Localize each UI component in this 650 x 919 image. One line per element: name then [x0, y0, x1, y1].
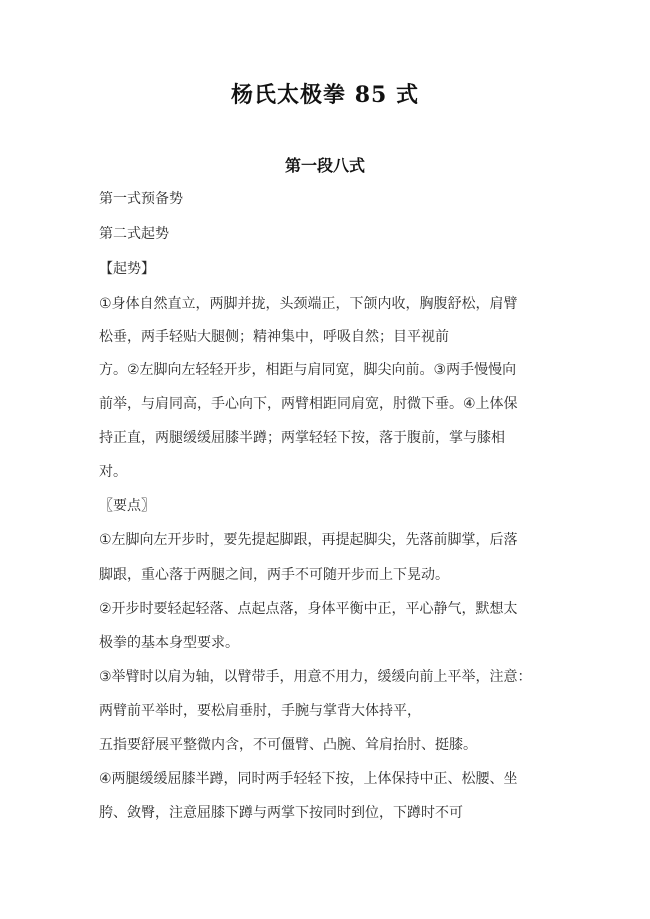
text-line: 持正直，两腿缓缓屈膝半蹲；两掌轻轻下按，落于腹前，掌与膝相	[99, 430, 505, 446]
text-line: 胯、敛臀，注意屈膝下蹲与两掌下按同时到位，下蹲时不可	[99, 805, 463, 821]
text-line: ④两腿缓缓屈膝半蹲，同时两手轻轻下按，上体保持中正、松腰、坐	[99, 771, 518, 787]
text-line: ②开步时要轻起轻落、点起点落，身体平衡中正，平心静气，默想太	[99, 601, 518, 617]
text-line: 方。②左脚向左轻轻开步，相距与肩同宽，脚尖向前。③两手慢慢向	[99, 362, 517, 378]
subheading: 【起势】	[99, 261, 155, 277]
text-line: 两臂前平举时，要松肩垂肘，手腕与掌背大体持平，	[99, 703, 421, 719]
text-line: 对。	[99, 464, 127, 480]
text-line: 脚跟，重心落于两腿之间，两手不可随开步而上下晃动。	[99, 567, 449, 583]
text-line: 第二式起势	[99, 226, 169, 242]
document-title: 杨氏太极拳 85 式	[231, 82, 419, 108]
text-line: ③举臂时以肩为轴，以臂带手，用意不用力，缓缓向前上平举，注意：	[99, 669, 532, 685]
subheading: 〖要点〗	[99, 498, 155, 514]
text-line: 极拳的基本身型要求。	[99, 635, 239, 651]
text-line: ①左脚向左开步时，要先提起脚跟，再提起脚尖，先落前脚掌，后落	[99, 532, 518, 548]
section-title: 第一段八式	[284, 156, 365, 175]
text-line: ①身体自然直立，两脚并拢，头颈端正，下颌内收，胸腹舒松，肩臂	[99, 296, 518, 312]
text-line: 第一式预备势	[99, 191, 183, 207]
text-line: 前举，与肩同高，手心向下，两臂相距同肩宽，肘微下垂。④上体保	[99, 396, 518, 412]
text-line: 松垂，两手轻贴大腿侧；精神集中，呼吸自然；目平视前	[99, 329, 449, 345]
text-line: 五指要舒展平整微内含，不可僵臂、凸腕、耸肩抬肘、挺膝。	[99, 737, 477, 753]
